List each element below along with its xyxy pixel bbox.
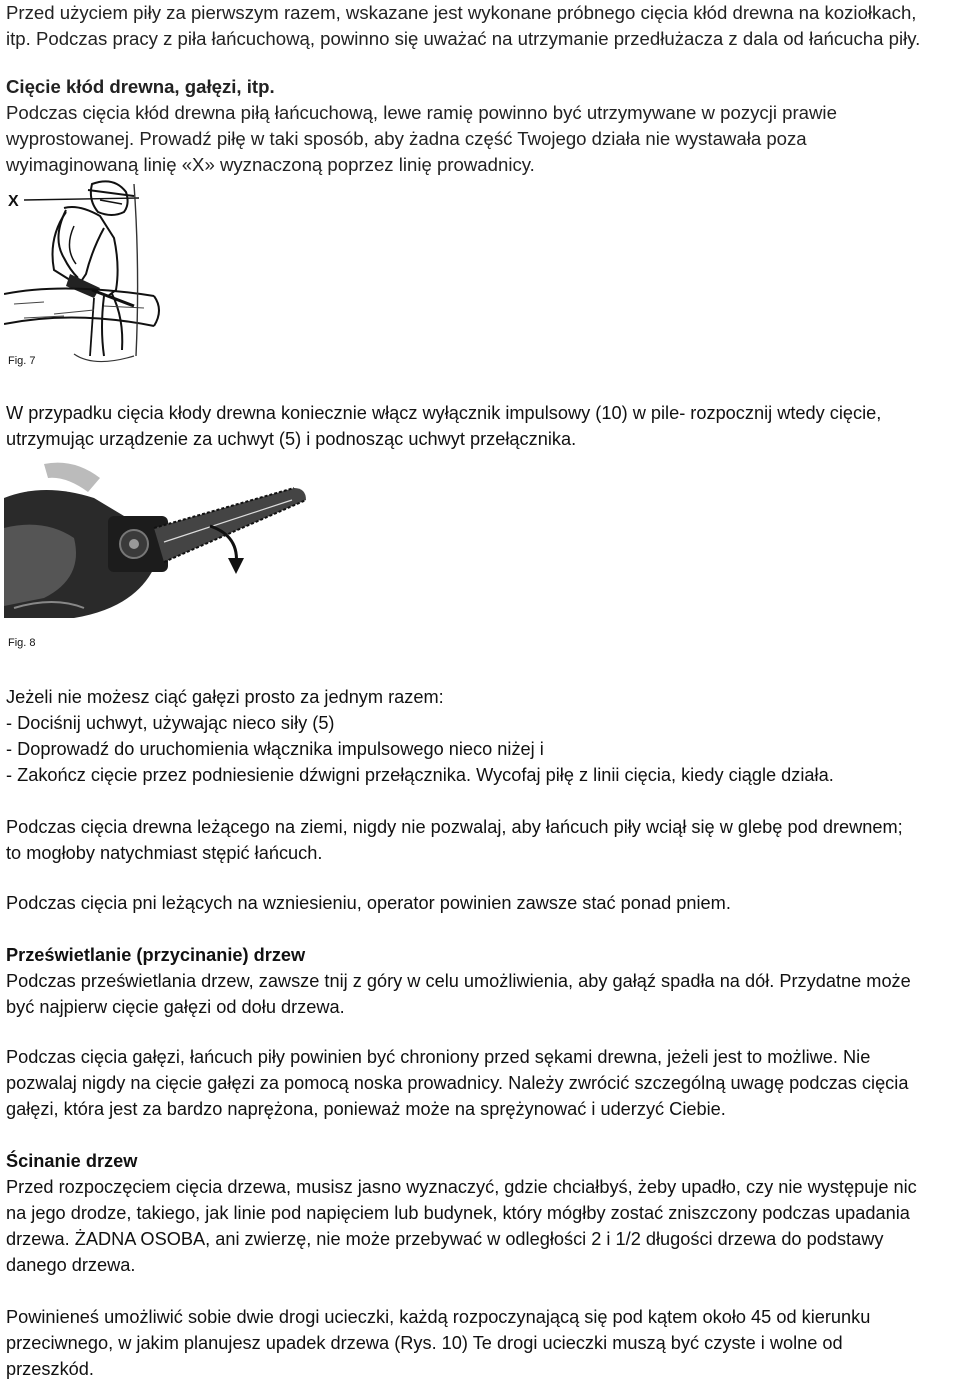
text-line: Przed użyciem piły za pierwszym razem, wskazane jest wykonane próbnego cięcia kłód drewna na koziołkach,	[6, 2, 917, 23]
text-line: być najpierw cięcie gałęzi od dołu drzewa.	[6, 997, 345, 1017]
section-heading: Prześwietlanie (przycinanie) drzew	[6, 945, 306, 965]
paragraph-impulse-switch	[6, 400, 956, 452]
section-felling	[6, 1148, 956, 1278]
text-line: Jeżeli nie możesz ciąć gałęzi prosto za jednym razem:	[6, 687, 444, 707]
text-line: Podczas cięcia drewna leżącego na ziemi, nigdy nie pozwalaj, aby łańcuch piły wciął się w glebę pod drewnem;	[6, 817, 903, 837]
paragraph-slope-cutting	[6, 890, 956, 916]
text-line: na jego drodze, takiego, jak linie pod napięciem lub budynek, który mógłby zostać zniszczony podczas upadania	[6, 1203, 910, 1223]
text-line: przeciwnego, w jakim planujesz upadek drzewa (Rys. 10) Te drogi ucieczki muszą być czyste i wolne od	[6, 1333, 843, 1353]
text-line: gałęzi, która jest za bardzo naprężona, ponieważ może na sprężynować i uderzyć Ciebie.	[6, 1099, 726, 1119]
text-line: przeszkód.	[6, 1359, 94, 1379]
figure-caption: Fig. 7	[8, 355, 36, 367]
x-line-label: X	[8, 193, 19, 210]
text-line: Podczas cięcia gałęzi, łańcuch piły powinien być chroniony przed sękami drewna, jeżeli jest to możliwe. Nie	[6, 1047, 871, 1067]
paragraph-knots	[6, 1044, 956, 1122]
section-heading: Cięcie kłód drewna, gałęzi, itp.	[6, 76, 275, 97]
figure-7-illustration	[4, 178, 204, 370]
text-line: W przypadku cięcia kłody drewna koniecznie włącz wyłącznik impulsowy (10) w pile- rozpocznij wtedy cięcie,	[6, 403, 882, 423]
text-line: pozwalaj nigdy na cięcie gałęzi za pomocą noska prowadnicy. Należy zwrócić szczególną uwagę podczas cięcia	[6, 1073, 909, 1093]
text-line: to mogłoby natychmiast stępić łańcuch.	[6, 843, 323, 863]
text-line: Podczas cięcia kłód drewna piłą łańcuchową, lewe ramię powinno być utrzymywane w pozycji prawie	[6, 102, 837, 123]
text-line: Podczas prześwietlania drzew, zawsze tnij z góry w celu umożliwienia, aby gałąź spadła na dół. Przydatne może	[6, 971, 911, 991]
text-line: wyprostowanej. Prowadź piłę w taki sposób, aby żadna część Twojego działa nie wystawała poza	[6, 128, 807, 149]
text-line: - Doprowadź do uruchomienia włącznika impulsowego nieco niżej i	[6, 739, 544, 759]
figure-8-illustration	[4, 458, 309, 654]
paragraph-branch-cutting	[6, 684, 956, 788]
text-line: wyimaginowaną linię «X» wyznaczoną poprzez linię prowadnicy.	[6, 154, 535, 175]
text-line: Podczas cięcia pni leżących na wzniesieniu, operator powinien zawsze stać ponad pniem.	[6, 893, 731, 913]
operator-cutting-log-illustration	[4, 178, 204, 370]
text-line: - Dociśnij uchwyt, używając nieco siły (5)	[6, 713, 335, 733]
section-thinning	[6, 942, 956, 1020]
text-line: - Zakończ cięcie przez podniesienie dźwigni przełącznika. Wycofaj piłę z linii cięcia, kiedy ciągle działa.	[6, 765, 834, 785]
chainsaw-photo-illustration	[4, 458, 309, 654]
figure-caption: Fig. 8	[8, 637, 36, 649]
paragraph-ground-cutting	[6, 814, 956, 866]
text-line: Powinieneś umożliwić sobie dwie drogi ucieczki, każdą rozpoczynającą się pod kątem około 45 od kierunku	[6, 1307, 871, 1327]
text-line: Przed rozpoczęciem cięcia drzewa, musisz jasno wyznaczyć, gdzie chciałbyś, żeby upadło, czy nie występuje nic	[6, 1177, 917, 1197]
paragraph-escape-routes	[6, 1304, 956, 1382]
section-logs	[6, 74, 951, 178]
text-line: danego drzewa.	[6, 1255, 136, 1275]
section-heading: Ścinanie drzew	[6, 1151, 138, 1171]
text-line: drzewa. ŻADNA OSOBA, ani zwierzę, nie może przebywać w odległości 2 i 1/2 długości drzewa do podstawy	[6, 1229, 884, 1249]
text-line: utrzymując urządzenie za uchwyt (5) i podnosząc uchwyt przełącznika.	[6, 429, 577, 449]
text-line: itp. Podczas pracy z piła łańcuchową, powinno się uważać na utrzymanie przedłużacza z dala od łańcucha piły.	[6, 28, 921, 49]
intro-paragraph	[6, 0, 951, 52]
